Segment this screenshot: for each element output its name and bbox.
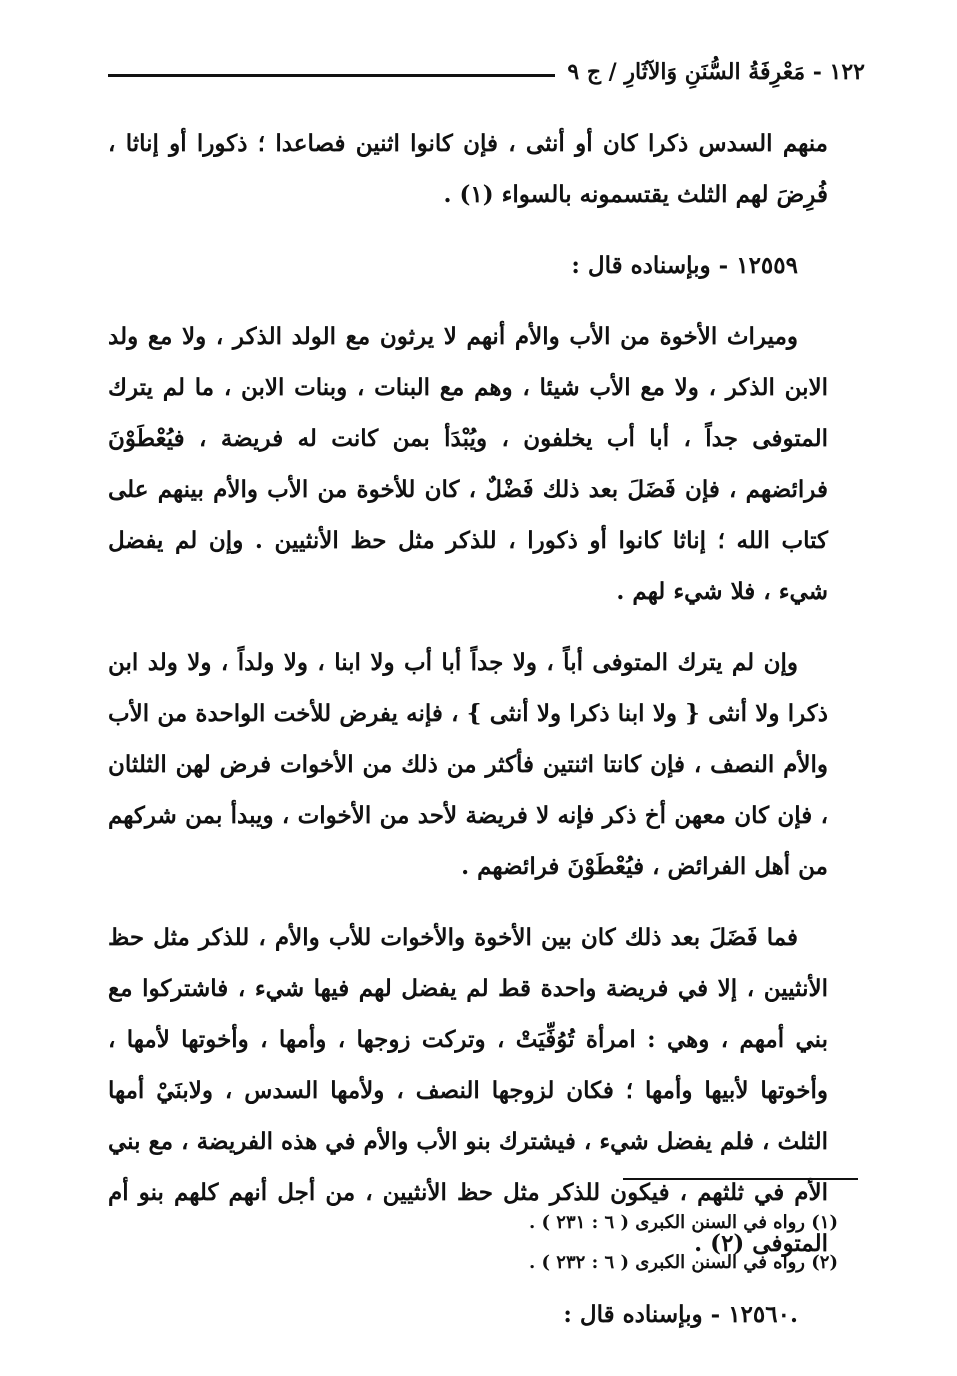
header-rule [108,74,555,77]
footnote-1: (١) رواه في السنن الكبرى ( ٦ : ٢٣١ ) . [528,1212,838,1233]
footnote-2: (٢) رواه في السنن الكبرى ( ٦ : ٢٣٢ ) . [528,1252,838,1273]
paragraph-4: فما فَضَلَ بعد ذلك كان بين الأخوة والأخوات للأب والأم ، للذكر مثل حظ الأنثيين ، إلا في فريضة واحدة قط لم يفضل لهم فيها شيء ، فاشتركوا مع بني أمهم ، وهي : امرأة تُوُفِّيَتْ ، وتركت زوجها ، وأمها ، وأخوتها لأمها ، وأخوتها لأبيها وأمها ؛ فكان لزوجها النصف ، ولأمها السدس ، ولابنَيْ أمها الثلث ، فلم يفضل شيء ، فيشترك بنو الأب والأم في هذه الفريضة ، مع بني الأم في ثلثهم ، فيكون للذكر مثل حظ الأنثيين ، من أجل أنهم كلهم بنو أم المتوفى (٢) . [108,924,828,1257]
paragraph-1: منهم السدس ذكرا كان أو أنثى ، فإن كانوا اثنين فصاعدا ؛ ذكورا أو إناثا ، فُرِضَ لهم الثلث يقتسمونه بالسواء (١) . [108,130,828,208]
footnotes [420,1203,838,1283]
running-header [108,52,865,92]
paragraph-2: وميراث الأخوة من الأب والأم أنهم لا يرثون مع الولد الذكر ، ولا مع ولد الابن الذكر ، ولا مع الأب شيئا ، وهم مع البنات ، وبنات الابن ، ما لم يترك المتوفى جداً ، أبا أب يخلفون ، ويُبْدَأ بمن كانت له فريضة ، فيُعْطَوْنَ فرائضهم ، فإن فَضَلَ بعد ذلك فَضْلٌ ، كان للأخوة من الأب والأم بينهم على كتاب الله ؛ إناثا كانوا أو ذكورا ، للذكر مثل حظ الأنثيين . وإن لم يفضل شيء ، فلا شيء لهم . [108,323,828,605]
footnote-separator [623,1178,858,1180]
hadith-heading-12559: ١٢٥٥٩ - وبإسناده قال : [571,252,798,279]
paragraph-3: وإن لم يترك المتوفى أباً ، ولا جداً أبا أب ولا ابنا ، ولا ولداً ، ولا ولد ابن ذكرا ولا أنثى { ولا ابنا ذكرا ولا أنثى } ، فإنه يفرض للأخت الواحدة من الأب والأم النصف ، فإن كانتا اثنتين فأكثر من ذلك من الأخوات فرض لهن الثلثان ، فإن كان معهن أخ ذكر فإنه لا فريضة لأحد من الأخوات ، ويبدأ بمن شركهم من أهل الفرائض ، فيُعْطَوْنَ فرائضهم . [108,649,828,880]
main-text [108,118,828,1340]
hadith-heading-12560: .١٢٥٦٠ - وبإسناده قال : [563,1301,798,1328]
header-title: ١٢٢ - مَعْرِفَةُ السُّنَنِ وَالآثَارِ / ج ٩ [567,59,865,85]
